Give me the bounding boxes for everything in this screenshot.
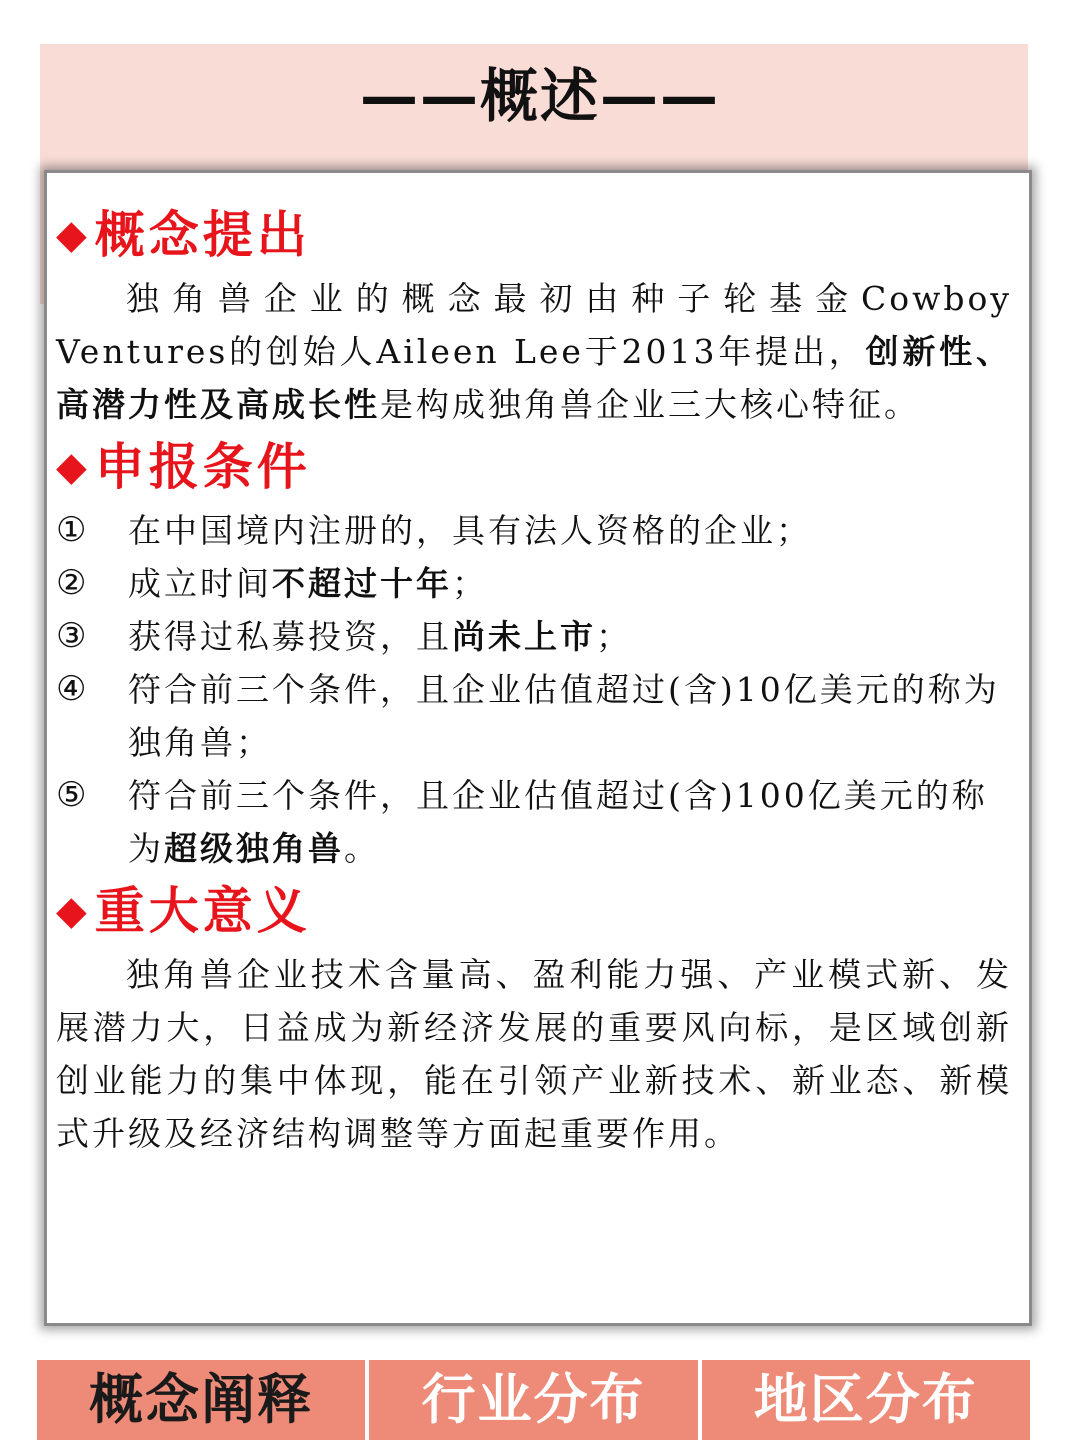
condition-text [128,769,1016,875]
condition-text-bold: 超级独角兽 [164,829,344,868]
condition-text-pre: 获得过私募投资，且 [128,617,452,656]
condition-text: 在中国境内注册的，具有法人资格的企业； [128,511,812,550]
diamond-icon: ◆ [56,888,91,934]
section-heading-text: 重大意义 [94,881,311,940]
condition-text: 符合前三个条件，且企业估值超过(含)10亿美元的称为独角兽； [128,670,1000,762]
condition-item [56,610,1016,663]
section-heading-text: 概念提出 [94,205,311,264]
significance-paragraph: 独角兽企业技术含量高、盈利能力强、产业模式新、发展潜力大，日益成为新经济发展的重要风向标，是区域创新创业能力的集中体现，能在引领产业新技术、新业态、新模式升级及经济结构调整等方面起重要作用。 [56,955,1012,1153]
condition-item [56,663,1016,769]
diamond-icon: ◆ [56,212,91,258]
page-title: ——概述—— [359,62,720,130]
condition-text-pre: 成立时间 [128,564,272,603]
tab-region[interactable]: 地区分布 [702,1360,1030,1440]
condition-text-post: ； [596,617,632,656]
condition-text [128,610,1016,663]
condition-item [56,557,1016,610]
concept-text-bold: 创新性、高潜力性及高成长性 [56,332,1012,424]
condition-number: ① [56,510,90,550]
concept-paragraph [56,272,1012,431]
section-heading-conditions [56,432,311,502]
condition-number: ② [56,563,90,603]
condition-number: ⑤ [56,775,90,815]
condition-text-post: 。 [344,829,380,868]
condition-text-pre: 符合前三个条件，且企业估值超过(含)100亿美元的称为 [128,776,988,868]
section-heading-concept [56,200,311,270]
condition-text [128,557,1016,610]
condition-number: ④ [56,669,90,709]
concept-text-1: 独角兽企业的概念最初由种子轮基金Cowboy Ventures的创始人Aileen Lee于2013年提出， [56,279,1012,371]
condition-text-bold: 不超过十年 [272,564,452,603]
concept-text-2: 是构成独角兽企业三大核心特征。 [380,385,920,424]
condition-text-bold: 尚未上市 [452,617,596,656]
condition-number: ③ [56,616,90,656]
condition-item [56,769,1016,875]
section-heading-significance [56,876,311,946]
tab-industry[interactable]: 行业分布 [369,1360,697,1440]
diamond-icon: ◆ [56,444,91,490]
bottom-tab-bar [37,1360,1030,1440]
condition-text-post: ； [452,564,488,603]
tab-concept[interactable]: 概念阐释 [37,1360,365,1440]
condition-item [56,504,1016,557]
section-heading-text: 申报条件 [94,437,311,496]
